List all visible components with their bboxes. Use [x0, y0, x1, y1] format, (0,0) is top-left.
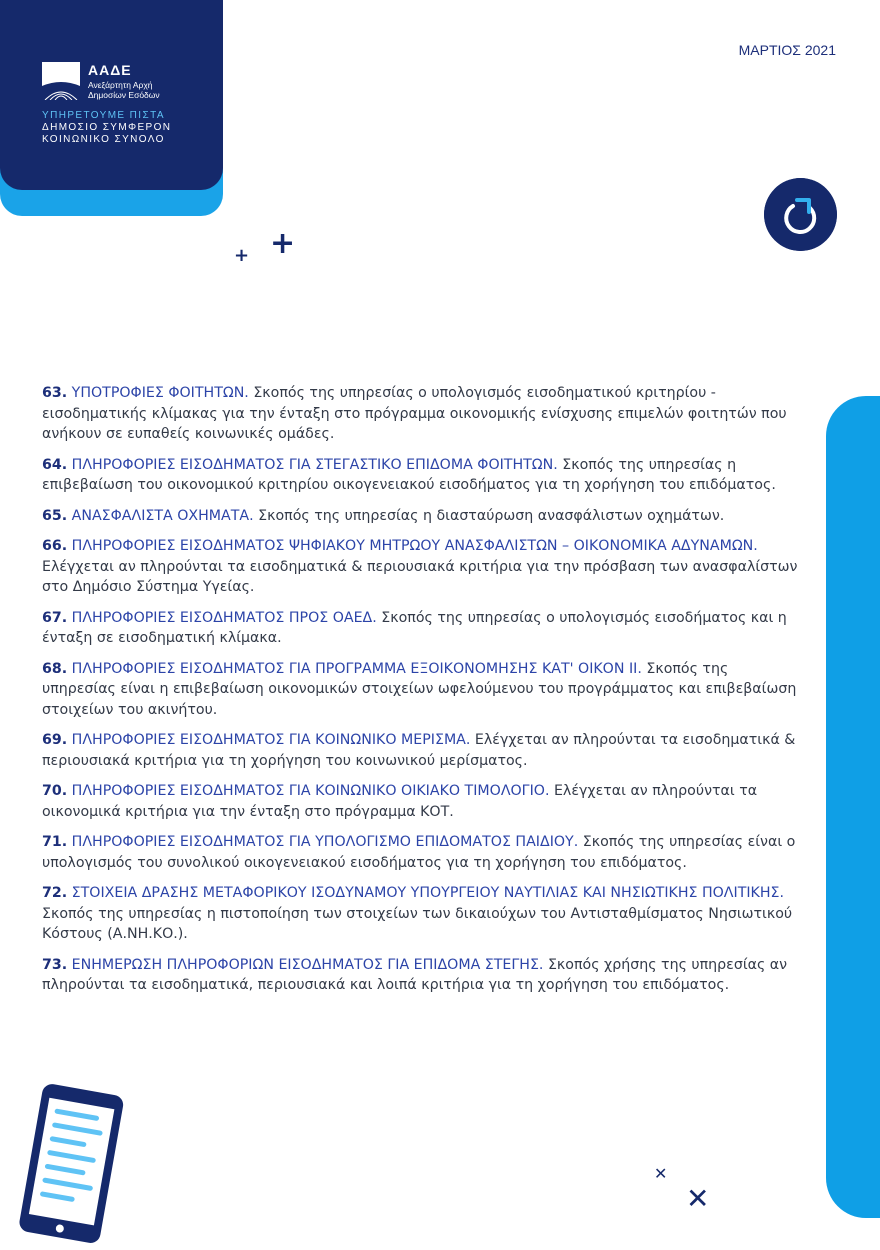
item-description: Ελέγχεται αν πληρούνται τα εισοδηματικά & περιουσιακά κριτήρια για την πρόσβαση των ανασφαλίστων στο Δημόσιο Σύστημα Υγείας.	[42, 558, 798, 595]
item-title: ΥΠΟΤΡΟΦΙΕΣ ΦΟΙΤΗΤΩΝ.	[71, 385, 249, 401]
plus-icon: +	[234, 245, 250, 266]
org-header	[0, 0, 223, 190]
phone-icon	[8, 1080, 128, 1250]
item-title: ΠΛΗΡΟΦΟΡΙΕΣ ΕΙΣΟΔΗΜΑΤΟΣ ΨΗΦΙΑΚΟΥ ΜΗΤΡΩΟΥ ΑΝΑΣΦΑΛΙΣΤΩΝ – ΟΙΚΟΝΟΜΙΚΑ ΑΔΥΝΑΜΩΝ.	[71, 538, 758, 554]
tagline-1: ΥΠΗΡΕΤΟΥΜΕ ΠΙΣΤΑ	[42, 110, 165, 121]
item-description: Σκοπός χρήσης της υπηρεσίας αν πληρούνται τα εισοδηματικά, περιουσιακά και λοιπά κριτήρια για τη χορήγηση του επιδόματος.	[42, 956, 788, 993]
plus-icon: +	[270, 226, 296, 261]
org-name-line2: Δημοσίων Εσόδων	[88, 90, 160, 100]
item-description: Σκοπός της υπηρεσίας η πιστοποίηση των στοιχείων των δικαιούχων του Αντισταθμίσματος Νησιωτικού Κόστους (Α.ΝΗ.ΚΟ.).	[42, 905, 793, 942]
item-description: Σκοπός της υπηρεσίας είναι η επιβεβαίωση οικονομικών στοιχείων ωφελούμενου του προγράμματος και επιβεβαίωση στοιχείων του ακινήτου.	[42, 660, 797, 718]
tagline-3: ΚΟΙΝΩΝΙΚΟ ΣΥΝΟΛΟ	[42, 134, 165, 145]
item-number: 67.	[42, 609, 68, 626]
close-icon: ✕	[654, 1164, 668, 1183]
item-title: ΣΤΟΙΧΕΙΑ ΔΡΑΣΗΣ ΜΕΤΑΦΟΡΙΚΟΥ ΙΣΟΔΥΝΑΜΟΥ ΥΠΟΥΡΓΕΙΟΥ ΝΑΥΤΙΛΙΑΣ ΚΑΙ ΝΗΣΙΩΤΙΚΗΣ ΠΟΛΙΤΙΚΗΣ.	[71, 885, 784, 901]
item-title: ΠΛΗΡΟΦΟΡΙΕΣ ΕΙΣΟΔΗΜΑΤΟΣ ΓΙΑ ΚΟΙΝΩΝΙΚΟ ΟΙΚΙΑΚΟ ΤΙΜΟΛΟΓΙΟ.	[71, 783, 550, 799]
item-title: ΠΛΗΡΟΦΟΡΙΕΣ ΕΙΣΟΔΗΜΑΤΟΣ ΠΡΟΣ ΟΑΕΔ.	[71, 609, 377, 626]
item-description: Σκοπός της υπηρεσίας ο υπολογισμός εισοδήματος και η ένταξη σε εισοδηματική κλίμακα.	[42, 609, 787, 646]
list-item	[42, 506, 802, 527]
item-number: 69.	[42, 732, 68, 748]
item-number: 66.	[42, 538, 68, 554]
document-date: ΜΑΡΤΙΟΣ 2021	[738, 42, 836, 58]
item-title: ΑΝΑΣΦΑΛΙΣΤΑ ΟΧΗΜΑΤΑ.	[71, 507, 254, 524]
refresh-icon	[764, 178, 837, 251]
item-number: 73.	[42, 956, 68, 973]
item-title: ΠΛΗΡΟΦΟΡΙΕΣ ΕΙΣΟΔΗΜΑΤΟΣ ΓΙΑ ΚΟΙΝΩΝΙΚΟ ΜΕΡΙΣΜΑ.	[71, 732, 471, 748]
org-full-name	[88, 80, 198, 100]
item-number: 65.	[42, 507, 68, 524]
item-title: ΠΛΗΡΟΦΟΡΙΕΣ ΕΙΣΟΔΗΜΑΤΟΣ ΓΙΑ ΥΠΟΛΟΓΙΣΜΟ ΕΠΙΔΟΜΑΤΟΣ ΠΑΙΔΙΟΥ.	[71, 834, 579, 850]
item-number: 64.	[42, 456, 68, 473]
item-description: Ελέγχεται αν πληρούνται τα οικονομικά κριτήρια για την ένταξη στο πρόγραμμα ΚΟΤ.	[42, 783, 758, 820]
close-icon: ✕	[686, 1182, 710, 1215]
list-item	[42, 455, 802, 496]
item-description: Σκοπός της υπηρεσίας ο υπολογισμός εισοδηματικού κριτηρίου - εισοδηματικής κλίμακας για την ένταξη στο πρόγραμμα οικονομικής ενίσχυσης επιμελών φοιτητών που ανήκουν σε ευπαθείς κοινωνικές ομάδες.	[42, 385, 787, 442]
item-title: ΠΛΗΡΟΦΟΡΙΕΣ ΕΙΣΟΔΗΜΑΤΟΣ ΓΙΑ ΠΡΟΓΡΑΜΜΑ ΕΞΟΙΚΟΝΟΜΗΣΗΣ ΚΑΤ' ΟΙΚΟΝ ΙΙ.	[71, 660, 642, 677]
list-item	[42, 832, 802, 873]
item-number: 68.	[42, 660, 68, 677]
item-description: Ελέγχεται αν πληρούνται τα εισοδηματικά & περιουσιακά κριτήρια για τη χορήγηση του κοινωνικού μερίσματος.	[42, 732, 796, 769]
services-list	[42, 383, 802, 1006]
item-title: ΕΝΗΜΕΡΩΣΗ ΠΛΗΡΟΦΟΡΙΩΝ ΕΙΣΟΔΗΜΑΤΟΣ ΓΙΑ ΕΠΙΔΟΜΑ ΣΤΕΓΗΣ.	[71, 956, 544, 973]
item-number: 70.	[42, 783, 68, 799]
list-item	[42, 383, 802, 445]
item-description: Σκοπός της υπηρεσίας η διασταύρωση ανασφάλιστων οχημάτων.	[253, 507, 725, 524]
list-item	[42, 781, 802, 822]
item-title: ΠΛΗΡΟΦΟΡΙΕΣ ΕΙΣΟΔΗΜΑΤΟΣ ΓΙΑ ΣΤΕΓΑΣΤΙΚΟ ΕΠΙΔΟΜΑ ΦΟΙΤΗΤΩΝ.	[71, 456, 558, 473]
list-item	[42, 536, 802, 598]
org-abbreviation: ΑΑΔΕ	[88, 62, 132, 78]
list-item	[42, 955, 802, 996]
item-description: Σκοπός της υπηρεσίας είναι ο υπολογισμός του συνολικού οικογενειακού εισοδήματος για τη χορήγηση του επιδόματος.	[42, 834, 796, 871]
item-number: 63.	[42, 385, 68, 401]
list-item	[42, 608, 802, 649]
item-number: 72.	[42, 885, 68, 901]
item-number: 71.	[42, 834, 68, 850]
side-accent-bar	[826, 396, 880, 1218]
aade-logo-icon	[42, 62, 80, 100]
list-item	[42, 883, 802, 945]
org-name-line1: Ανεξάρτητη Αρχή	[88, 80, 153, 90]
list-item	[42, 730, 802, 771]
item-description: Σκοπός της υπηρεσίας η επιβεβαίωση του οικονομικού κριτηρίου οικογενειακού εισοδήματος για τη χορήγηση του επιδόματος.	[42, 456, 776, 493]
tagline-2: ΔΗΜΟΣΙΟ ΣΥΜΦΕΡΟΝ	[42, 122, 172, 133]
list-item	[42, 659, 802, 721]
